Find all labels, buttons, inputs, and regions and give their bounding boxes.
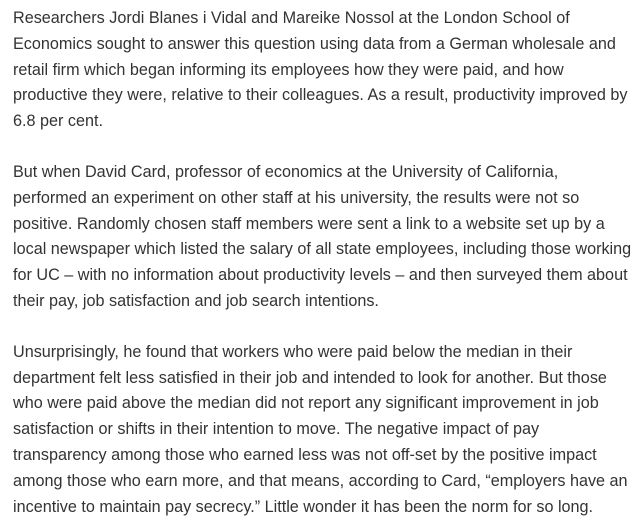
article-paragraph-3: Unsurprisingly, he found that workers who were paid below the median in their department felt less satisfied in their job and intended to look for another. But those who were paid above the median did not report any significant improvement in job satisfaction or shifts in their intention to move. The negative impact of pay transparency among those who earned less was not off-set by the positive impact among those who earn more, and that means, according to Card, “employers have an incentive to maintain pay secrecy.” Little wonder it has been the norm for so long.	[13, 342, 628, 516]
article-paragraph-2: But when David Card, professor of economics at the University of California, performed an experiment on other staff at his university, the results were not so positive. Randomly chosen staff members were sent a link to a website set up by a local newspaper which listed the salary of all state employees, including those working for UC – with no information about productivity levels – and then surveyed them about their pay, job satisfaction and job search intentions.	[13, 162, 632, 310]
article-paragraph-1: Researchers Jordi Blanes i Vidal and Mareike Nossol at the London School of Economics sought to answer this question using data from a German wholesale and retail firm which began informing its employees how they were paid, and how productive they were, relative to their colleagues. As a result, productivity improved by 6.8 per cent.	[13, 9, 628, 131]
